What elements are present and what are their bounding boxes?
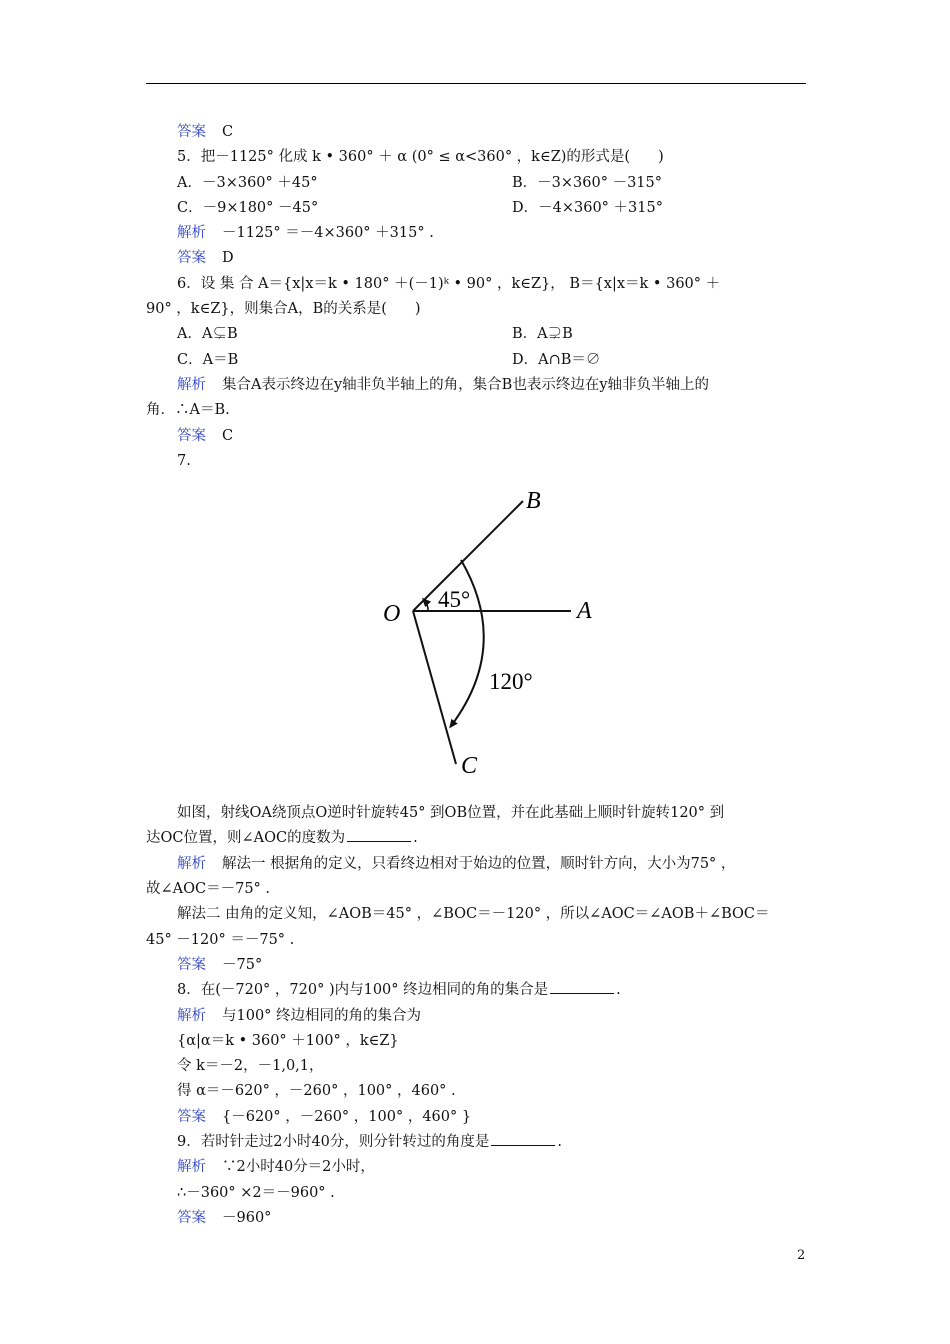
- answer-4: 答案 C: [177, 124, 234, 140]
- label-o: O: [383, 601, 401, 628]
- arc-120: [451, 560, 484, 726]
- question-7-line2: 达OC位置，则∠AOC的度数为 .: [146, 826, 808, 851]
- arc-45: [424, 600, 428, 611]
- analysis-7-line3: 解法二 由角的定义知，∠AOB＝45° ，∠BOC＝－120° ，所以∠AOC＝∠AOB＋∠BOC＝: [177, 906, 770, 923]
- angle-figure: [146, 474, 808, 801]
- option-b: B．A⊋B: [512, 326, 573, 343]
- question-6-line1: 6．设 集 合 A＝{x|x＝k • 180° ＋(－1)ᵏ • 90° ，k∈Z}， B＝{x|x＝k • 360° ＋: [177, 275, 721, 292]
- analysis-label: 解析: [177, 1159, 206, 1176]
- label-a: A: [577, 598, 592, 625]
- question-7-number: 7.: [177, 452, 191, 469]
- answer-9: 答案 －960°: [177, 1209, 272, 1226]
- option-a: A．A⊊B: [177, 326, 238, 343]
- options-5-ab: [146, 171, 808, 196]
- analysis-7-line1: 解析 解法一 根据角的定义，只看终边相对于始边的位置，顺时针方向，大小为75° ，: [177, 855, 736, 872]
- ray-oc: [413, 611, 456, 764]
- question-8: 8．在(－720° ，720° )内与100° 终边相同的角的集合是 .: [146, 978, 808, 1003]
- analysis-7-line4: 45° －120° ＝－75° .: [146, 931, 295, 948]
- analysis-label: 解析: [177, 1007, 206, 1024]
- analysis-9-line1: 解析 ∵2小时40分＝2小时，: [177, 1159, 375, 1176]
- answer-label: 答案: [177, 956, 206, 973]
- analysis-label: 解析: [177, 225, 206, 242]
- label-b: B: [526, 488, 541, 515]
- analysis-7-line2: 故∠AOC＝－75° .: [146, 881, 271, 898]
- answer-blank: [347, 826, 411, 842]
- analysis-label: 解析: [177, 376, 206, 393]
- page-content: [146, 120, 808, 1231]
- answer-blank: [550, 978, 614, 994]
- option-c: C．－9×180° －45°: [177, 199, 319, 216]
- analysis-8-line2: {α|α＝k • 360° ＋100° ，k∈Z}: [177, 1032, 399, 1049]
- option-a: A．－3×360° ＋45°: [177, 174, 318, 191]
- header-rule: [146, 83, 806, 84]
- options-6-cd: [146, 348, 808, 373]
- option-d: D．－4×360° ＋315°: [512, 199, 663, 216]
- analysis-label: 解析: [177, 855, 206, 872]
- label-120-degrees: 120°: [489, 669, 533, 695]
- question-6-line2: 90° ，k∈Z}，则集合A，B的关系是( ): [146, 301, 421, 318]
- answer-7: 答案 －75°: [177, 956, 263, 973]
- analysis-8-line1: 解析 与100° 终边相同的角的集合为: [177, 1007, 422, 1024]
- answer-label: 答案: [177, 124, 206, 140]
- answer-label: 答案: [177, 1108, 206, 1125]
- option-d: D．A∩B＝∅: [512, 351, 601, 368]
- label-c: C: [461, 753, 478, 780]
- answer-5: 答案 D: [177, 250, 234, 267]
- analysis-6-line2: 角．∴A＝B.: [146, 402, 230, 419]
- analysis-9-line2: ∴－360° ×2＝－960° .: [177, 1184, 335, 1201]
- answer-label: 答案: [177, 427, 206, 444]
- answer-blank: [491, 1130, 555, 1146]
- question-5: 5．把－1125° 化成 k • 360° ＋ α (0° ≤ α<360° ，k∈Z)的形式是( ): [177, 149, 664, 166]
- label-45-degrees: 45°: [438, 587, 471, 613]
- analysis-6-line1: 解析 集合A表示终边在y轴非负半轴上的角，集合B也表示终边在y轴非负半轴上的: [177, 376, 710, 393]
- answer-8: 答案 {－620° ，－260° ，100° ，460° }: [177, 1108, 472, 1125]
- page-number: 2: [797, 1248, 806, 1263]
- answer-label: 答案: [177, 1209, 206, 1226]
- question-9: 9．若时针走过2小时40分，则分针转过的角度是 .: [146, 1130, 808, 1155]
- analysis-8-line4: 得 α＝－620° ，－260° ，100° ，460° .: [177, 1083, 456, 1100]
- analysis-5: 解析 －1125° ＝－4×360° ＋315° .: [177, 225, 434, 242]
- answer-label: 答案: [177, 250, 206, 267]
- option-c: C．A＝B: [177, 351, 239, 368]
- question-7-line1: 如图，射线OA绕顶点O逆时针旋转45° 到OB位置，并在此基础上顺时针旋转120° 到: [177, 805, 725, 822]
- options-5-cd: [146, 196, 808, 221]
- option-b: B．－3×360° －315°: [512, 174, 662, 191]
- angle-diagram: [361, 481, 611, 781]
- options-6-ab: [146, 322, 808, 347]
- answer-6: 答案 C: [177, 427, 234, 444]
- analysis-8-line3: 令 k＝－2，－1,0,1，: [177, 1058, 324, 1075]
